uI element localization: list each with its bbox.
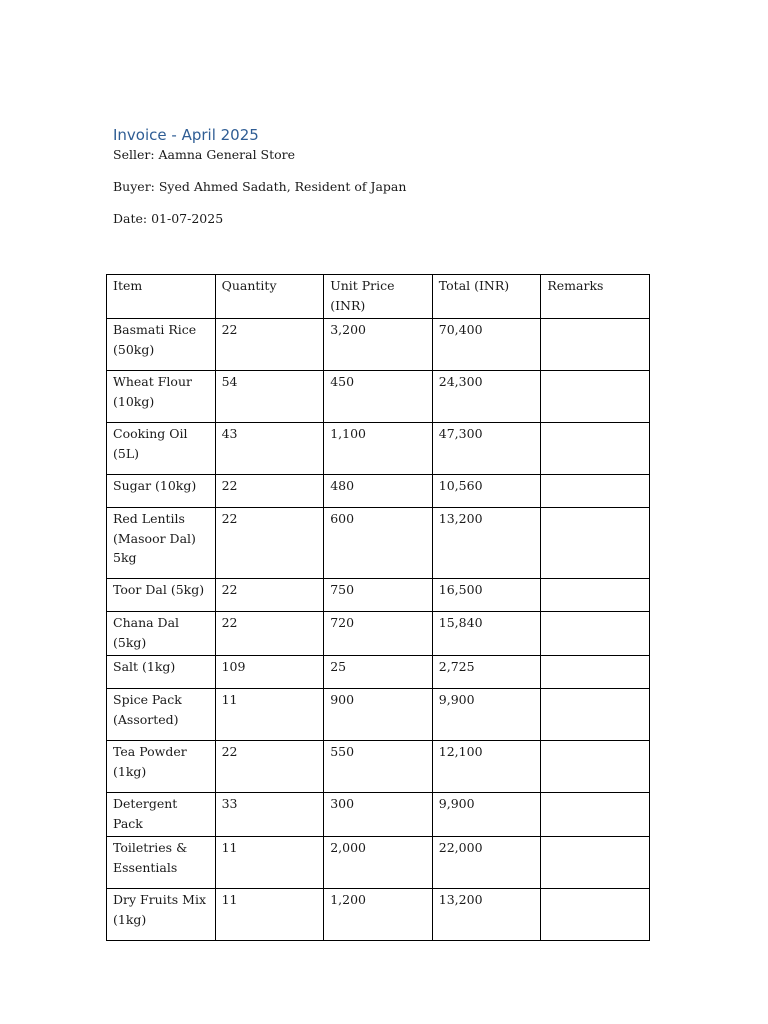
- cell-unit-price: 480: [324, 475, 433, 508]
- cell-unit-price: 720: [324, 612, 433, 656]
- cell-total: 9,900: [432, 793, 541, 837]
- invoice-title: Invoice - April 2025: [113, 126, 259, 144]
- cell-item: Wheat Flour (10kg): [107, 371, 216, 423]
- cell-item: Salt (1kg): [107, 656, 216, 689]
- cell-total: 47,300: [432, 423, 541, 475]
- cell-remarks: [541, 656, 650, 689]
- cell-remarks: [541, 837, 650, 889]
- cell-unit-price: 900: [324, 689, 433, 741]
- cell-unit-price: 600: [324, 508, 433, 579]
- cell-total: 10,560: [432, 475, 541, 508]
- table-row: [107, 793, 650, 837]
- seller-line: Seller: Aamna General Store: [113, 147, 296, 162]
- cell-unit-price: 2,000: [324, 837, 433, 889]
- cell-quantity: 22: [215, 741, 324, 793]
- cell-quantity: 43: [215, 423, 324, 475]
- cell-item: Cooking Oil (5L): [107, 423, 216, 475]
- header-quantity: Quantity: [215, 275, 324, 319]
- cell-total: 13,200: [432, 508, 541, 579]
- cell-unit-price: 1,200: [324, 889, 433, 941]
- cell-quantity: 11: [215, 889, 324, 941]
- cell-quantity: 33: [215, 793, 324, 837]
- cell-item: Sugar (10kg): [107, 475, 216, 508]
- cell-remarks: [541, 741, 650, 793]
- table-row: [107, 889, 650, 941]
- cell-unit-price: 3,200: [324, 319, 433, 371]
- cell-item: Tea Powder (1kg): [107, 741, 216, 793]
- cell-quantity: 22: [215, 475, 324, 508]
- cell-total: 24,300: [432, 371, 541, 423]
- cell-unit-price: 750: [324, 579, 433, 612]
- date-line: Date: 01-07-2025: [113, 211, 224, 226]
- cell-item: Toor Dal (5kg): [107, 579, 216, 612]
- cell-item: Chana Dal (5kg): [107, 612, 216, 656]
- header-unit-price: Unit Price (INR): [324, 275, 433, 319]
- cell-total: 22,000: [432, 837, 541, 889]
- cell-remarks: [541, 689, 650, 741]
- cell-remarks: [541, 793, 650, 837]
- table-row: [107, 612, 650, 656]
- table-row: [107, 837, 650, 889]
- cell-remarks: [541, 508, 650, 579]
- table-row: [107, 579, 650, 612]
- cell-unit-price: 1,100: [324, 423, 433, 475]
- cell-unit-price: 25: [324, 656, 433, 689]
- cell-quantity: 109: [215, 656, 324, 689]
- header-remarks: Remarks: [541, 275, 650, 319]
- cell-unit-price: 550: [324, 741, 433, 793]
- cell-item: Spice Pack (Assorted): [107, 689, 216, 741]
- cell-remarks: [541, 475, 650, 508]
- cell-total: 70,400: [432, 319, 541, 371]
- cell-quantity: 54: [215, 371, 324, 423]
- cell-remarks: [541, 579, 650, 612]
- cell-remarks: [541, 423, 650, 475]
- cell-total: 13,200: [432, 889, 541, 941]
- cell-item: Detergent Pack: [107, 793, 216, 837]
- table-row: [107, 371, 650, 423]
- cell-unit-price: 300: [324, 793, 433, 837]
- cell-total: 12,100: [432, 741, 541, 793]
- table-header-row: [107, 275, 650, 319]
- cell-unit-price: 450: [324, 371, 433, 423]
- cell-remarks: [541, 612, 650, 656]
- cell-item: Basmati Rice (50kg): [107, 319, 216, 371]
- cell-total: 9,900: [432, 689, 541, 741]
- cell-quantity: 22: [215, 508, 324, 579]
- cell-total: 2,725: [432, 656, 541, 689]
- cell-total: 16,500: [432, 579, 541, 612]
- cell-quantity: 22: [215, 579, 324, 612]
- cell-item: Dry Fruits Mix (1kg): [107, 889, 216, 941]
- cell-total: 15,840: [432, 612, 541, 656]
- cell-remarks: [541, 319, 650, 371]
- cell-item: Toiletries & Essentials: [107, 837, 216, 889]
- cell-remarks: [541, 371, 650, 423]
- cell-quantity: 22: [215, 319, 324, 371]
- table-row: [107, 475, 650, 508]
- cell-quantity: 22: [215, 612, 324, 656]
- buyer-line: Buyer: Syed Ahmed Sadath, Resident of Japan: [113, 179, 407, 194]
- header-item: Item: [107, 275, 216, 319]
- invoice-table: [106, 274, 650, 941]
- table-row: [107, 689, 650, 741]
- table-row: [107, 741, 650, 793]
- table-row: [107, 656, 650, 689]
- cell-quantity: 11: [215, 689, 324, 741]
- cell-quantity: 11: [215, 837, 324, 889]
- cell-item: Red Lentils (Masoor Dal) 5kg: [107, 508, 216, 579]
- table-row: [107, 508, 650, 579]
- header-total: Total (INR): [432, 275, 541, 319]
- table-row: [107, 423, 650, 475]
- table-row: [107, 319, 650, 371]
- cell-remarks: [541, 889, 650, 941]
